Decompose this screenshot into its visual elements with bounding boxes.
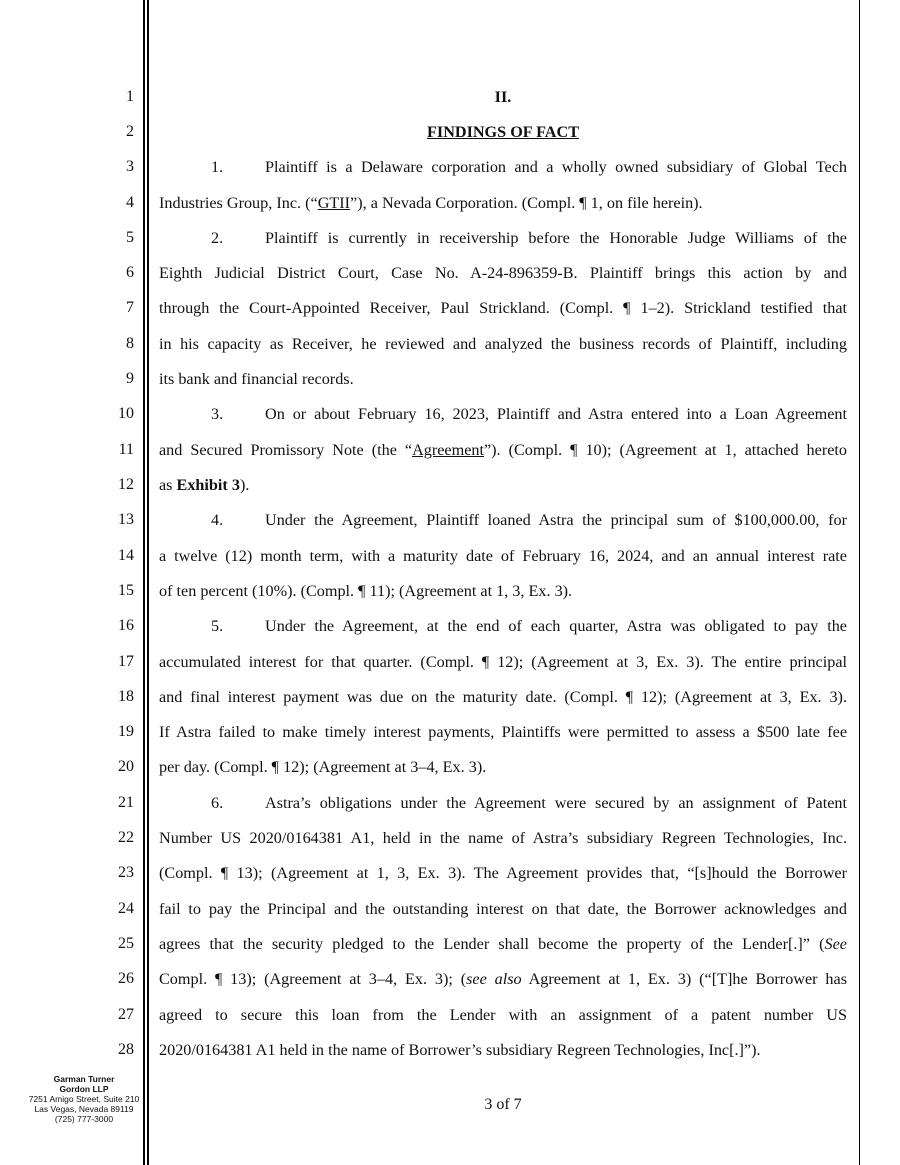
line-number: 8	[126, 335, 134, 352]
paragraph-number: 4.	[211, 511, 224, 529]
line-number: 26	[118, 970, 134, 987]
paragraph-6-line: 2020/0164381 A1 held in the name of Borrower’s subsidiary Regreen Technologies, Inc[.]”).	[159, 1041, 761, 1059]
line-number: 25	[118, 935, 134, 952]
paragraph-6-line: agreed to secure this loan from the Lender with an assignment of a patent number US	[159, 1006, 847, 1024]
paragraph-4-line: 4. Under the Agreement, Plaintiff loaned Astra the principal sum of $100,000.00, for	[159, 510, 847, 530]
paragraph-5-line: and final interest payment was due on the maturity date. (Compl. ¶ 12); (Agreement at 3, Ex. 3).	[159, 688, 847, 706]
line-number: 11	[118, 441, 134, 458]
line-number: 17	[118, 653, 134, 670]
line-number: 10	[118, 405, 134, 422]
line-number: 19	[118, 723, 134, 740]
paragraph-number: 5.	[211, 617, 224, 635]
firm-address-line-1: 7251 Amigo Street, Suite 210	[28, 1094, 140, 1104]
paragraph-4-line: of ten percent (10%). (Compl. ¶ 11); (Agreement at 1, 3, Ex. 3).	[159, 582, 573, 600]
line-number: 9	[126, 370, 134, 387]
line-number: 27	[118, 1006, 134, 1023]
right-margin-rule	[859, 0, 860, 1165]
paragraph-number: 2.	[211, 229, 224, 247]
line-number: 12	[118, 476, 134, 493]
paragraph-1-line: Industries Group, Inc. (“GTII”), a Nevada Corporation. (Compl. ¶ 1, on file herein).	[159, 194, 703, 212]
paragraph-2-line: 2. Plaintiff is currently in receivership before the Honorable Judge Williams of the	[159, 228, 847, 248]
paragraph-1-line: 1. Plaintiff is a Delaware corporation and a wholly owned subsidiary of Global Tech	[159, 157, 847, 177]
paragraph-3-line: as Exhibit 3).	[159, 476, 250, 494]
paragraph-6-line: Compl. ¶ 13); (Agreement at 3–4, Ex. 3); (see also Agreement at 1, Ex. 3) (“[T]he Borrower has	[159, 970, 847, 988]
left-margin-rule-inner	[147, 0, 149, 1165]
paragraph-number: 1.	[211, 158, 224, 176]
firm-footer	[0, 1074, 168, 1124]
line-number: 14	[118, 547, 134, 564]
line-number: 4	[126, 194, 134, 211]
paragraph-6-line: 6. Astra’s obligations under the Agreement were secured by an assignment of Patent	[159, 793, 847, 813]
line-number: 23	[118, 864, 134, 881]
firm-name-line-1: Garman Turner	[53, 1074, 115, 1084]
line-number: 3	[126, 158, 134, 175]
paragraph-number: 6.	[211, 794, 224, 812]
line-number: 7	[126, 299, 134, 316]
firm-phone: (725) 777-3000	[54, 1114, 114, 1124]
paragraph-5-line: 5. Under the Agreement, at the end of each quarter, Astra was obligated to pay the	[159, 616, 847, 636]
line-number: 16	[118, 617, 134, 634]
paragraph-5-line: accumulated interest for that quarter. (Compl. ¶ 12); (Agreement at 3, Ex. 3). The entire principal	[159, 653, 847, 671]
signal-see-also: see also	[466, 970, 522, 988]
paragraph-4-line: a twelve (12) month term, with a maturity date of February 16, 2024, and an annual interest rate	[159, 547, 847, 565]
line-number: 15	[118, 582, 134, 599]
paragraph-5-line: If Astra failed to make timely interest payments, Plaintiffs were permitted to assess a $500 late fee	[159, 723, 847, 741]
line-number: 13	[118, 511, 134, 528]
line-number: 18	[118, 688, 134, 705]
defined-term: GTII	[317, 194, 351, 212]
paragraph-5-line: per day. (Compl. ¶ 12); (Agreement at 3–4, Ex. 3).	[159, 758, 487, 776]
paragraph-2-line: through the Court-Appointed Receiver, Paul Strickland. (Compl. ¶ 1–2). Strickland testified that	[159, 299, 847, 317]
line-number: 2	[126, 123, 134, 140]
page-number: 3 of 7	[484, 1096, 522, 1113]
line-number: 24	[118, 900, 134, 917]
line-number: 5	[126, 229, 134, 246]
line-number: 21	[118, 794, 134, 811]
paragraph-6-line: fail to pay the Principal and the outstanding interest on that date, the Borrower acknowledges and	[159, 900, 847, 918]
exhibit-reference: Exhibit 3	[176, 476, 240, 494]
paragraph-3-line: and Secured Promissory Note (the “Agreement”). (Compl. ¶ 10); (Agreement at 1, attached hereto	[159, 441, 847, 459]
line-number: 20	[118, 758, 134, 775]
left-margin-rule-outer	[143, 0, 145, 1165]
paragraph-3-line: 3. On or about February 16, 2023, Plaintiff and Astra entered into a Loan Agreement	[159, 404, 847, 424]
line-number: 6	[126, 264, 134, 281]
defined-term: Agreement	[412, 441, 484, 459]
paragraph-2-line: its bank and financial records.	[159, 370, 354, 388]
paragraph-number: 3.	[211, 405, 224, 423]
line-number: 22	[118, 829, 134, 846]
paragraph-6-line: (Compl. ¶ 13); (Agreement at 1, 3, Ex. 3). The Agreement provides that, “[s]hould the Borrower	[159, 864, 847, 882]
signal-see: See	[824, 935, 847, 953]
paragraph-6-line: Number US 2020/0164381 A1, held in the name of Astra’s subsidiary Regreen Technologies, Inc.	[159, 829, 847, 847]
line-number: 1	[126, 88, 134, 105]
line-number: 28	[118, 1041, 134, 1058]
section-heading: FINDINGS OF FACT	[427, 123, 579, 141]
firm-name-line-2: Gordon LLP	[59, 1084, 109, 1094]
paragraph-2-line: in his capacity as Receiver, he reviewed and analyzed the business records of Plaintiff, including	[159, 335, 847, 353]
paragraph-2-line: Eighth Judicial District Court, Case No. A-24-896359-B. Plaintiff brings this action by and	[159, 264, 847, 282]
paragraph-6-line: agrees that the security pledged to the Lender shall become the property of the Lender[.]” (See	[159, 935, 847, 953]
firm-address-line-2: Las Vegas, Nevada 89119	[34, 1104, 134, 1114]
section-number: II.	[494, 88, 512, 106]
